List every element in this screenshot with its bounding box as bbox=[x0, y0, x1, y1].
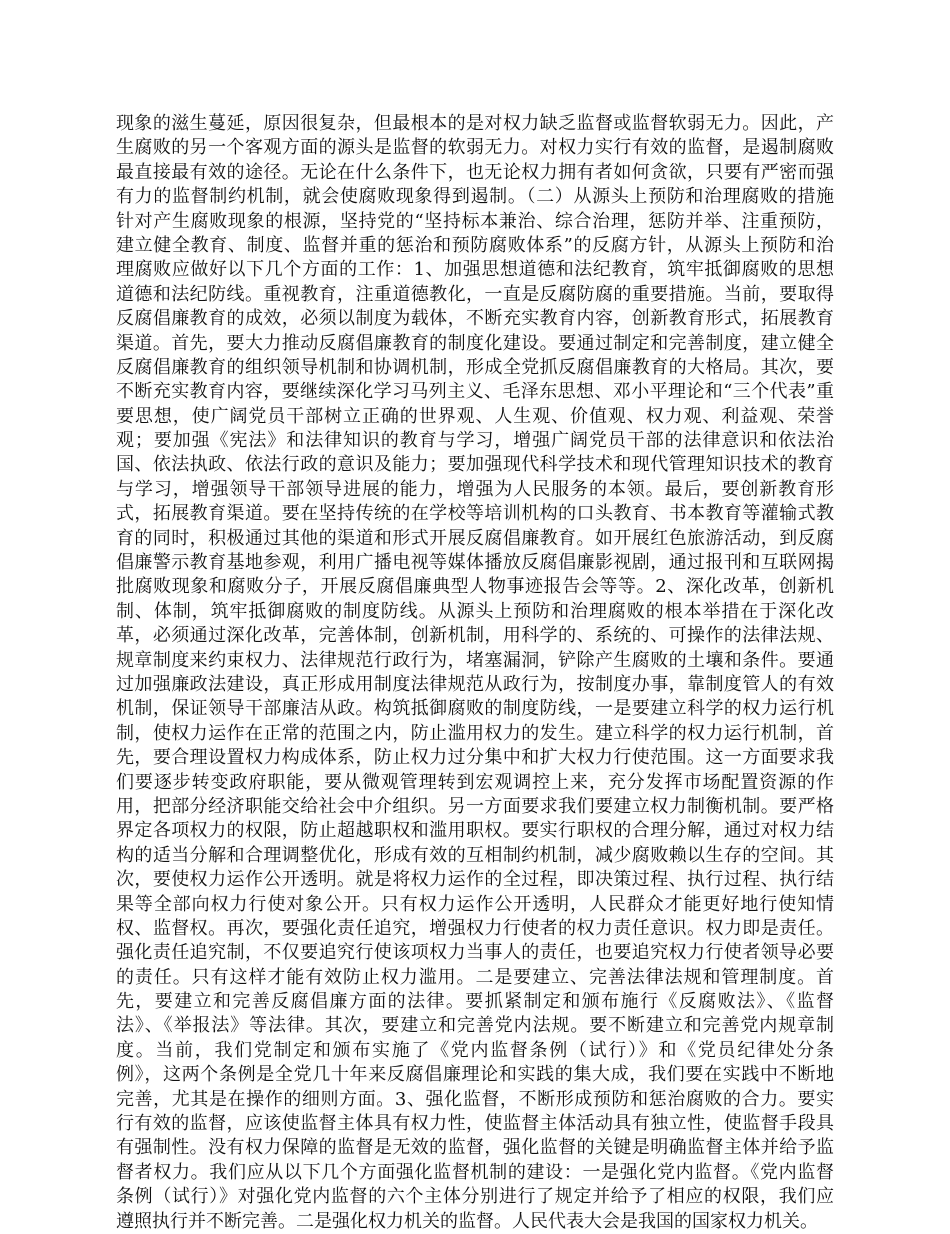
text-line: 权、监督权。再次，要强化责任追究，增强权力行使者的权力责任意识。权力即是责任。 bbox=[116, 917, 834, 939]
text-line: 道德和法纪防线。重视教育，注重道德教化，一直是反腐防腐的重要措施。当前，要取得 bbox=[116, 283, 834, 305]
text-line: 完善，尤其是在操作的细则方面。3、强化监督，不断形成预防和惩治腐败的合力。要实 bbox=[116, 1088, 834, 1110]
text-line: 界定各项权力的权限，防止超越职权和滥用职权。要实行职权的合理分解，通过对权力结 bbox=[116, 820, 834, 842]
text-line: 生腐败的另一个客观方面的源头是监督的软弱无力。对权力实行有效的监督，是遏制腐败 bbox=[116, 137, 834, 159]
text-line: 度。当前，我们党制定和颁布实施了《党内监督条例（试行）》和《党员纪律处分条 bbox=[116, 1039, 834, 1061]
text-line: 反腐倡廉教育的组织领导机制和协调机制，形成全党抓反腐倡廉教育的大格局。其次，要 bbox=[116, 356, 834, 378]
text-line: 建立健全教育、制度、监督并重的惩治和预防腐败体系”的反腐方针，从源头上预防和治 bbox=[116, 234, 834, 256]
text-line: 用，把部分经济职能交给社会中介组织。另一方面要求我们要建立权力制衡机制。要严格 bbox=[116, 795, 834, 817]
text-line: 督者权力。我们应从以下几个方面强化监督机制的建设：一是强化党内监督。《党内监督 bbox=[116, 1161, 834, 1183]
text-line: 机制，保证领导干部廉洁从政。构筑抵御腐败的制度防线，一是要建立科学的权力运行机 bbox=[116, 698, 834, 720]
text-line: 要思想，使广阔党员干部树立正确的世界观、人生观、价值观、权力观、利益观、荣誉 bbox=[116, 405, 834, 427]
body-text bbox=[116, 112, 834, 1234]
text-line: 条例（试行）》对强化党内监督的六个主体分别进行了规定并给予了相应的权限，我们应 bbox=[116, 1186, 834, 1208]
text-line: 制，使权力运作在正常的范围之内，防止滥用权力的发生。建立科学的权力运行机制，首 bbox=[116, 722, 834, 744]
text-line: 反腐倡廉教育的成效，必须以制度为载体，不断充实教育内容，创新教育形式，拓展教育 bbox=[116, 308, 834, 330]
text-line: 现象的滋生蔓延，原因很复杂，但最根本的是对权力缺乏监督或监督软弱无力。因此，产 bbox=[116, 113, 834, 134]
text-line: 观；要加强《宪法》和法律知识的教育与学习，增强广阔党员干部的法律意识和依法治 bbox=[116, 430, 834, 452]
text-line: 法》、《举报法》等法律。其次，要建立和完善党内法规。要不断建立和完善党内规章制 bbox=[116, 1015, 834, 1037]
text-line: 批腐败现象和腐败分子，开展反腐倡廉典型人物事迹报告会等等。2、深化改革，创新机 bbox=[116, 576, 834, 598]
text-line: 最直接最有效的途径。无论在什么条件下，也无论权力拥有者如何贪欲，只要有严密而强 bbox=[116, 161, 834, 183]
text-line: 渠道。首先，要大力推动反腐倡廉教育的制度化建设。要通过制定和完善制度，建立健全 bbox=[116, 332, 834, 354]
text-line: 制、体制，筑牢抵御腐败的制度防线。从源头上预防和治理腐败的根本举措在于深化改 bbox=[116, 600, 834, 622]
text-line: 革，必须通过深化改革，完善体制，创新机制，用科学的、系统的、可操作的法律法规、 bbox=[116, 625, 834, 647]
text-line: 倡廉警示教育基地参观，利用广播电视等媒体播放反腐倡廉影视剧，通过报刊和互联网揭 bbox=[116, 552, 834, 574]
text-line: 行有效的监督，应该使监督主体具有权力性，使监督主体活动具有独立性，使监督手段具 bbox=[116, 1113, 834, 1135]
text-line: 次，要使权力运作公开透明。就是将权力运作的全过程，即决策过程、执行过程、执行结 bbox=[116, 869, 834, 891]
text-line: 式，拓展教育渠道。要在坚持传统的在学校等培训机构的口头教育、书本教育等灌输式教 bbox=[116, 503, 834, 525]
text-line: 例》，这两个条例是全党几十年来反腐倡廉理论和实践的集大成，我们要在实践中不断地 bbox=[116, 1064, 834, 1086]
text-line: 先，要合理设置权力构成体系，防止权力过分集中和扩大权力行使范围。这一方面要求我 bbox=[116, 747, 834, 769]
text-line: 国、依法执政、依法行政的意识及能力；要加强现代科学技术和现代管理知识技术的教育 bbox=[116, 454, 834, 476]
text-line: 不断充实教育内容，要继续深化学习马列主义、毛泽东思想、邓小平理论和“三个代表”重 bbox=[116, 381, 834, 403]
text-line: 针对产生腐败现象的根源，坚持党的“坚持标本兼治、综合治理，惩防并举、注重预防， bbox=[116, 210, 834, 232]
text-line: 有力的监督制约机制，就会使腐败现象得到遏制。（二）从源头上预防和治理腐败的措施 bbox=[116, 186, 834, 208]
text-line: 构的适当分解和合理调整优化，形成有效的互相制约机制，减少腐败赖以生存的空间。其 bbox=[116, 844, 834, 866]
text-line: 与学习，增强领导干部领导进展的能力，增强为人民服务的本领。最后，要创新教育形 bbox=[116, 478, 834, 500]
text-line: 过加强廉政法建设，真正形成用制度法律规范从政行为，按制度办事，靠制度管人的有效 bbox=[116, 673, 834, 695]
text-line: 育的同时，积极通过其他的渠道和形式开展反腐倡廉教育。如开展红色旅游活动，到反腐 bbox=[116, 527, 834, 549]
text-line: 的责任。只有这样才能有效防止权力滥用。二是要建立、完善法律法规和管理制度。首 bbox=[116, 966, 834, 988]
text-line: 规章制度来约束权力、法律规范行政行为，堵塞漏洞，铲除产生腐败的土壤和条件。要通 bbox=[116, 649, 834, 671]
text-line: 果等全部向权力行使对象公开。只有权力运作公开透明，人民群众才能更好地行使知情 bbox=[116, 893, 834, 915]
text-line: 们要逐步转变政府职能，要从微观管理转到宏观调控上来，充分发挥市场配置资源的作 bbox=[116, 771, 834, 793]
text-line: 理腐败应做好以下几个方面的工作：1、加强思想道德和法纪教育，筑牢抵御腐败的思想 bbox=[116, 259, 834, 281]
text-line: 强化责任追究制，不仅要追究行使该项权力当事人的责任，也要追究权力行使者领导必要 bbox=[116, 942, 834, 964]
text-line: 有强制性。没有权力保障的监督是无效的监督，强化监督的关键是明确监督主体并给予监 bbox=[116, 1137, 834, 1159]
text-line: 先，要建立和完善反腐倡廉方面的法律。要抓紧制定和颁布施行《反腐败法》、《监督 bbox=[116, 991, 834, 1013]
text-line: 遵照执行并不断完善。二是强化权力机关的监督。人民代表大会是我国的国家权力机关。 bbox=[116, 1210, 818, 1232]
